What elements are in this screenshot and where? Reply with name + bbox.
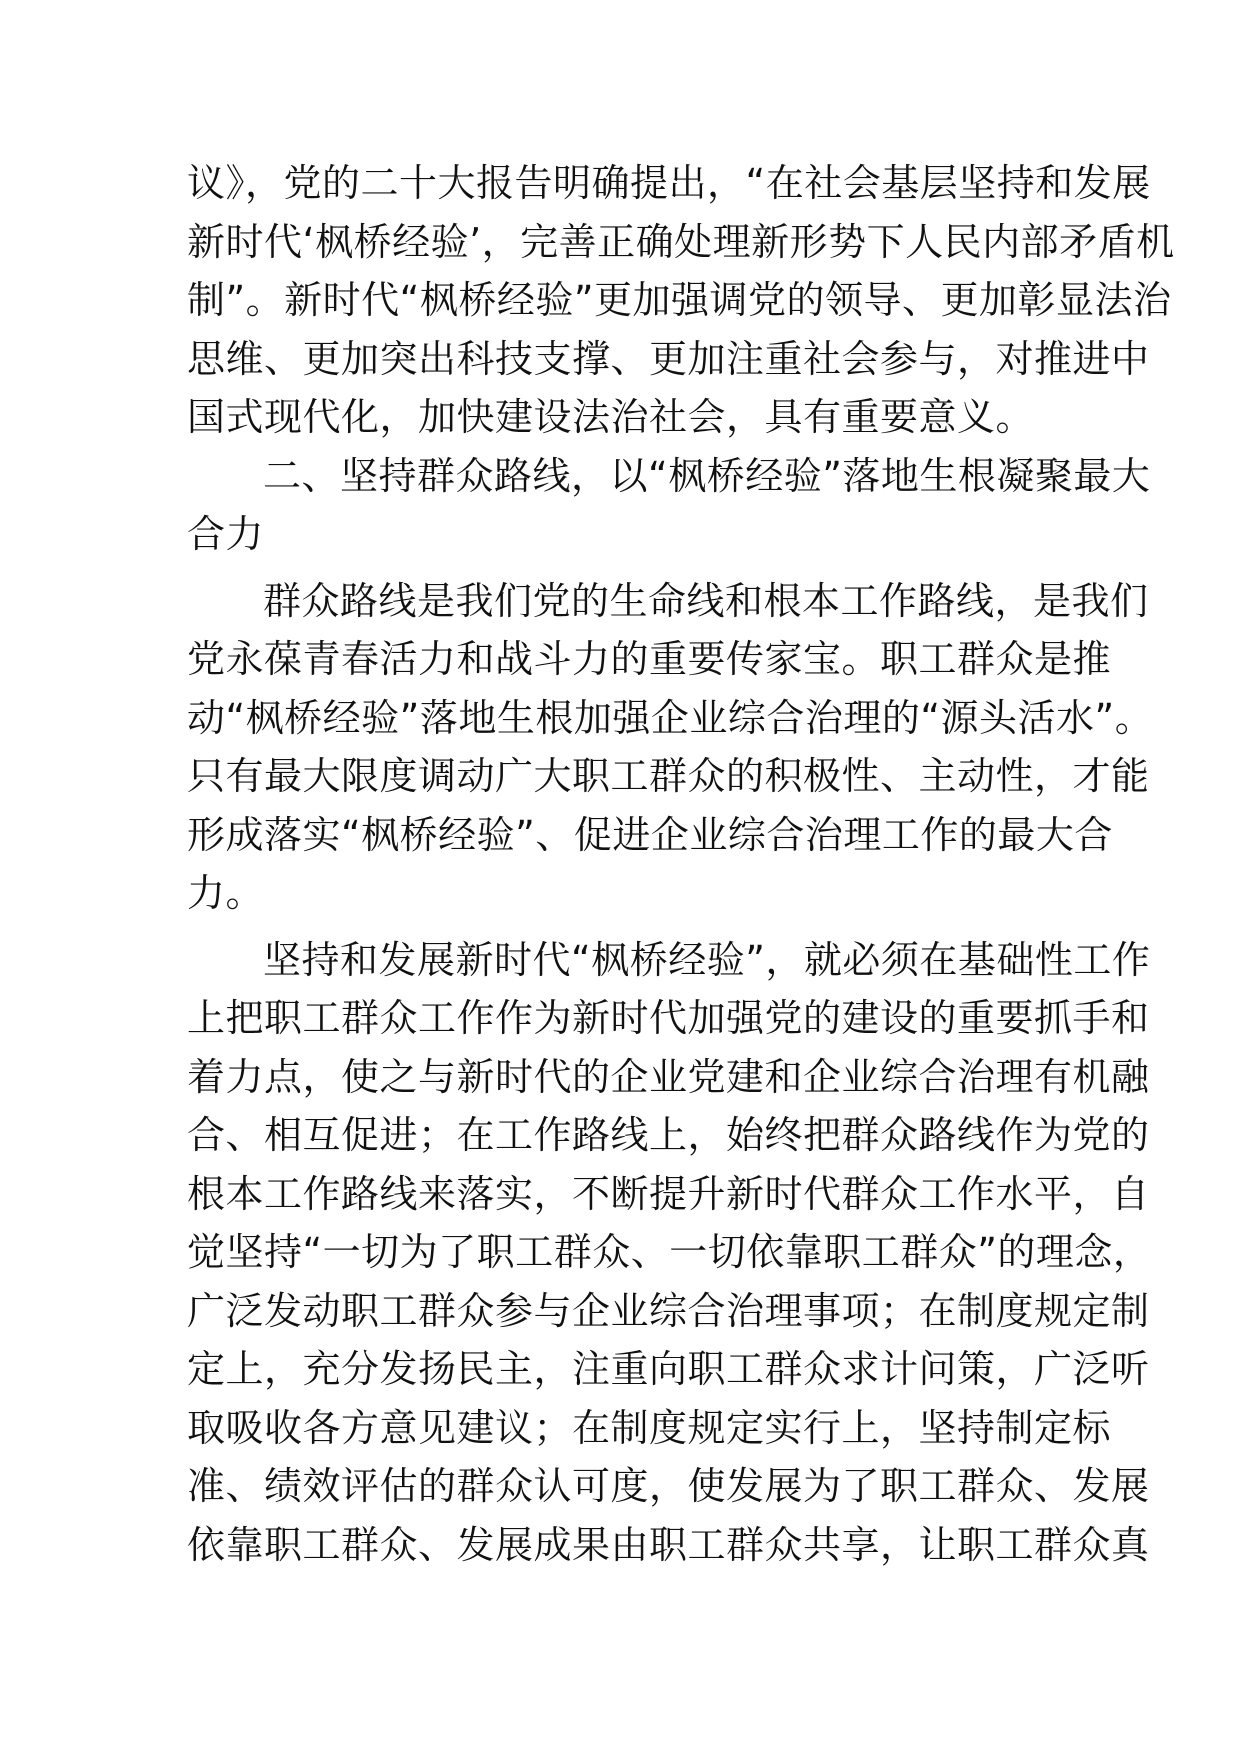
text-line: 着力点，使之与新时代的企业党建和企业综合治理有机融: [187, 1054, 1150, 1099]
text-line: 根本工作路线来落实，不断提升新时代群众工作水平，自: [187, 1171, 1150, 1216]
text-line: 思维、更加突出科技支撑、更加注重社会参与，对推进中: [187, 336, 1150, 381]
text-line: 上把职工群众工作作为新时代加强党的建设的重要抓手和: [187, 996, 1150, 1040]
text-line: 国式现代化，加快建设法治社会，具有重要意义。: [187, 395, 1035, 439]
section-heading: [187, 447, 1151, 564]
text-line: 形成落实“枫桥经验”、促进企业综合治理工作的最大合: [187, 812, 1113, 857]
text-line: 广泛发动职工群众参与企业综合治理事项；在制度规定制: [187, 1288, 1150, 1333]
document-body: [187, 154, 1175, 1574]
text-line: 议》，党的二十大报告明确提出，“在社会基层坚持和发展: [187, 161, 1151, 205]
text-line: 定上，充分发扬民主，注重向职工群众求计问策，广泛听: [187, 1347, 1150, 1391]
text-line: 合力: [187, 512, 265, 556]
text-line: 党永葆青春活力和战斗力的重要传家宝。职工群众是推: [187, 637, 1112, 681]
text-line: 觉坚持“一切为了职工群众、一切依靠职工群众”的理念，: [187, 1230, 1152, 1274]
text-line: 合、相互促进；在工作路线上，始终把群众路线作为党的: [187, 1113, 1150, 1157]
text-line: 依靠职工群众、发展成果由职工群众共享，让职工群众真: [187, 1522, 1150, 1567]
paragraph-3: [187, 572, 1154, 923]
text-line: 群众路线是我们党的生命线和根本工作路线，是我们: [263, 578, 1149, 623]
text-line: 新时代‘枫桥经验’，完善正确处理新形势下人民内部矛盾机: [187, 219, 1175, 264]
text-line: 取吸收各方意见建议；在制度规定实行上，坚持制定标: [187, 1405, 1112, 1450]
text-line: 力。: [187, 871, 265, 915]
text-line: 动“枫桥经验”落地生根加强企业综合治理的“源头活水”。: [187, 695, 1154, 740]
paragraph-4: [187, 931, 1152, 1575]
text-line: 准、绩效评估的群众认可度，使发展为了职工群众、发展: [187, 1464, 1150, 1508]
text-line: 坚持和发展新时代“枫桥经验”，就必须在基础性工作: [263, 937, 1151, 982]
text-line: 只有最大限度调动广大职工群众的积极性、主动性，才能: [187, 754, 1150, 798]
text-line: 制”。新时代“枫桥经验”更加强调党的领导、更加彰显法治: [187, 278, 1172, 322]
paragraph-1: [187, 154, 1175, 447]
text-line: 二、坚持群众路线，以“枫桥经验”落地生根凝聚最大: [263, 453, 1151, 498]
